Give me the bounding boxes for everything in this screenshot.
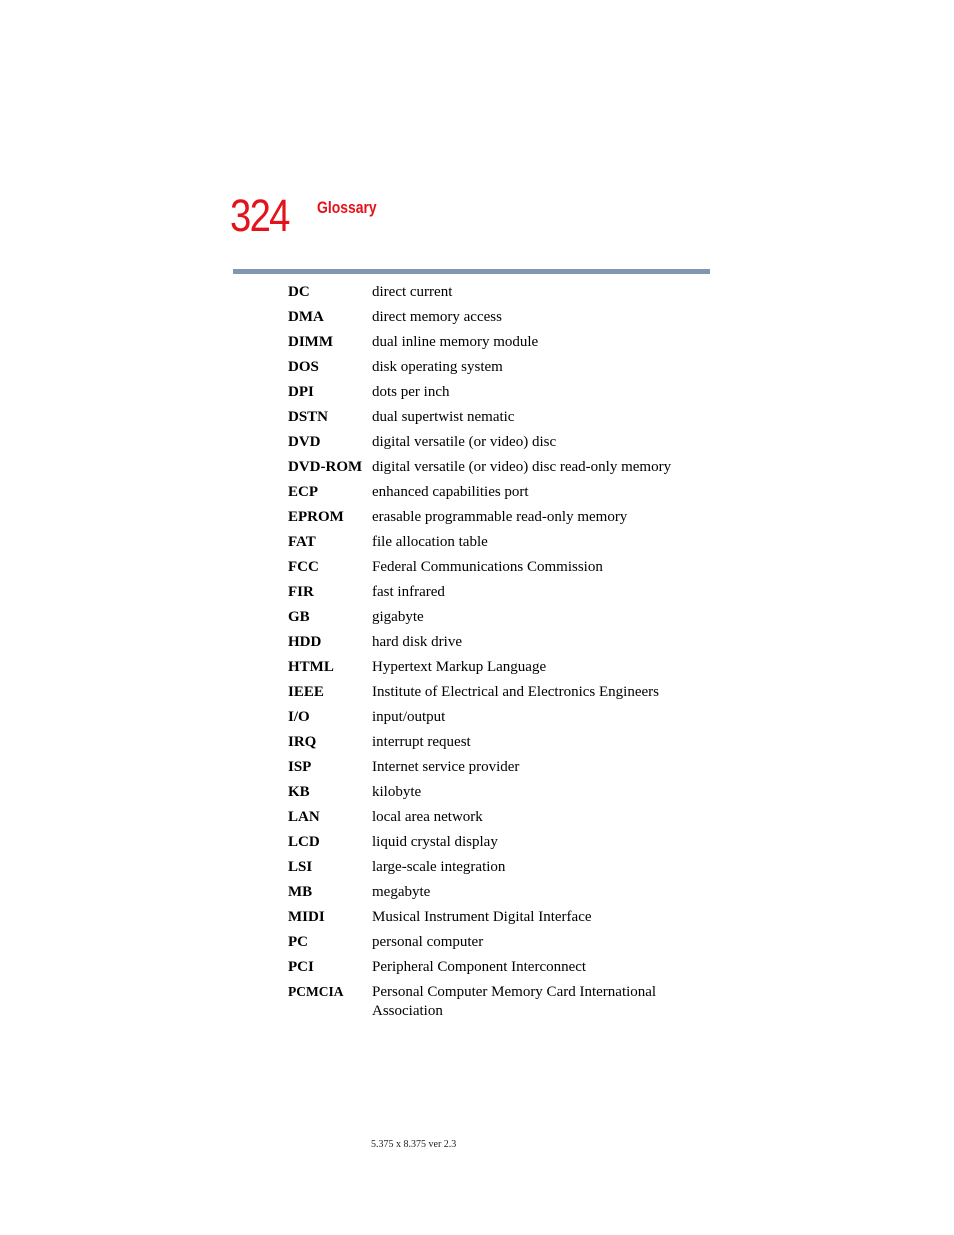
glossary-entry-ieee [288,682,708,707]
glossary-entry-fat [288,532,708,557]
glossary-definition: erasable programmable read-only memory [372,509,628,525]
glossary-definition: dots per inch [372,384,450,400]
glossary-definition: digital versatile (or video) disc read-only memory [372,459,672,475]
glossary-list [288,282,708,1021]
glossary-entry-dstn [288,407,708,432]
glossary-term: DVD-ROM [288,459,363,475]
section-title: Glossary [317,198,377,217]
glossary-term: IRQ [288,734,317,750]
glossary-entry-html [288,657,708,682]
glossary-term: PCI [288,959,314,975]
glossary-definition: Internet service provider [372,759,520,775]
glossary-entry-dpi [288,382,708,407]
glossary-definition: large-scale integration [372,859,506,875]
glossary-term: IEEE [288,684,324,700]
glossary-entry-ecp [288,482,708,507]
glossary-definition: Musical Instrument Digital Interface [372,909,592,925]
glossary-entry-isp [288,757,708,782]
glossary-term: ECP [288,484,318,500]
glossary-definition: file allocation table [372,534,488,550]
glossary-definition: interrupt request [372,734,471,750]
page-number: 324 [230,190,289,241]
glossary-entry-eprom [288,507,708,532]
glossary-entry-pci [288,957,708,982]
glossary-definition: Institute of Electrical and Electronics Engineers [372,684,659,700]
version-note: 5.375 x 8.375 ver 2.3 [371,1139,457,1150]
glossary-entry-dvd [288,432,708,457]
glossary-term: DOS [288,359,319,375]
glossary-term: DVD [288,434,321,450]
glossary-definition: Hypertext Markup Language [372,659,547,675]
glossary-term: FCC [288,559,319,575]
glossary-term: DSTN [288,409,329,425]
glossary-entry-lcd [288,832,708,857]
glossary-entry-pcmcia [288,982,708,1021]
glossary-term: LSI [288,859,313,875]
glossary-term: LAN [288,809,320,825]
glossary-definition: direct current [372,284,453,300]
glossary-term: ISP [288,759,312,775]
glossary-entry-fir [288,582,708,607]
glossary-definition: gigabyte [372,609,424,625]
glossary-definition: Personal Computer Memory Card International Association [372,984,657,1019]
glossary-definition: Federal Communications Commission [372,559,603,575]
glossary-entry-lsi [288,857,708,882]
glossary-definition: hard disk drive [372,634,462,650]
header-rule [233,269,710,274]
glossary-definition: direct memory access [372,309,502,325]
glossary-term: HTML [288,659,334,675]
glossary-entry-dimm [288,332,708,357]
glossary-entry-gb [288,607,708,632]
glossary-term: HDD [288,634,322,650]
glossary-definition: liquid crystal display [372,834,498,850]
glossary-definition: dual supertwist nematic [372,409,515,425]
glossary-entry-dma [288,307,708,332]
glossary-term: MB [288,884,313,900]
glossary-entry-mb [288,882,708,907]
glossary-term: GB [288,609,310,625]
glossary-term: I/O [288,709,310,725]
glossary-definition: digital versatile (or video) disc [372,434,557,450]
glossary-entry-dc [288,282,708,307]
glossary-entry-dos [288,357,708,382]
glossary-term: PC [288,934,308,950]
glossary-definition: fast infrared [372,584,445,600]
glossary-term: EPROM [288,509,344,525]
glossary-definition: dual inline memory module [372,334,539,350]
glossary-term: DPI [288,384,314,400]
glossary-entry-dvd-rom [288,457,708,482]
glossary-term: DC [288,284,310,300]
glossary-term: FIR [288,584,314,600]
glossary-term: FAT [288,534,316,550]
glossary-definition: Peripheral Component Interconnect [372,959,587,975]
glossary-term: KB [288,784,310,800]
glossary-definition: megabyte [372,884,431,900]
glossary-term: MIDI [288,909,325,925]
glossary-definition: enhanced capabilities port [372,484,529,500]
glossary-entry-irq [288,732,708,757]
glossary-term: DMA [288,309,324,325]
glossary-entry-lan [288,807,708,832]
glossary-definition: input/output [372,709,446,725]
glossary-term: PCMCIA [288,984,344,999]
glossary-entry-fcc [288,557,708,582]
glossary-entry-io [288,707,708,732]
glossary-entry-pc [288,932,708,957]
glossary-term: DIMM [288,334,333,350]
glossary-entry-midi [288,907,708,932]
glossary-term: LCD [288,834,320,850]
glossary-entry-hdd [288,632,708,657]
glossary-definition: local area network [372,809,483,825]
glossary-entry-kb [288,782,708,807]
glossary-definition: kilobyte [372,784,422,800]
glossary-definition: disk operating system [372,359,503,375]
glossary-definition: personal computer [372,934,484,950]
